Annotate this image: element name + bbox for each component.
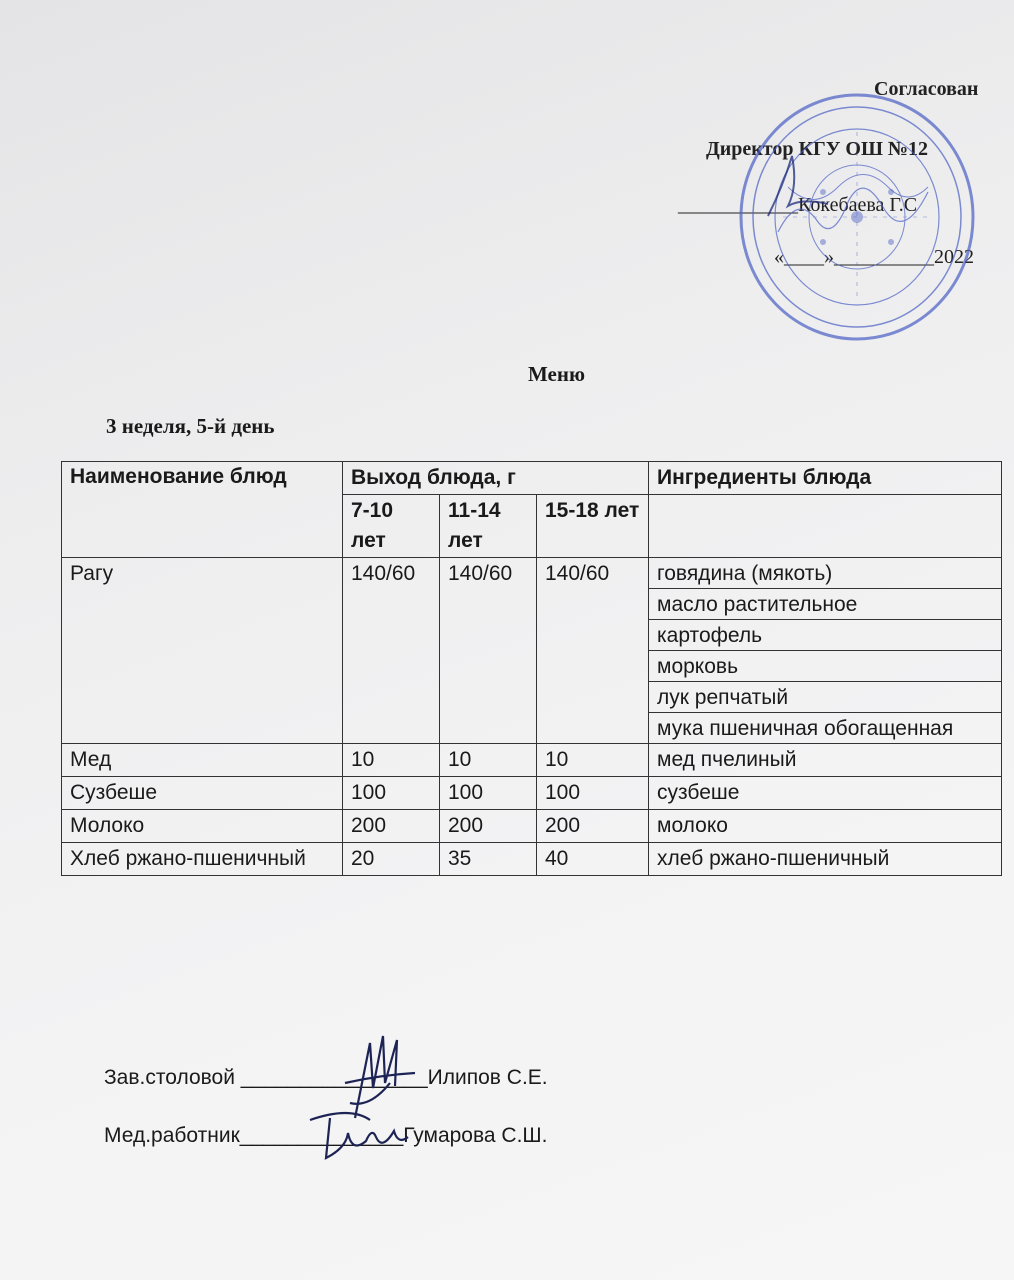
weight-7-10: 10: [343, 744, 440, 777]
header-output: Выход блюда, г: [343, 462, 649, 495]
ingredient: картофель: [649, 620, 1002, 651]
weight-15-18: 140/60: [537, 558, 649, 744]
approval-date: «____»__________2022: [774, 246, 974, 268]
header-age-11-14: 11-14 лет: [440, 495, 537, 558]
weight-7-10: 20: [343, 843, 440, 876]
seal-stamp: [738, 92, 976, 342]
canteen-name: Илипов С.Е.: [427, 1066, 548, 1089]
dish-name: Мед: [62, 744, 343, 777]
medic-signature: [300, 1100, 420, 1170]
dish-name: Сузбеше: [62, 777, 343, 810]
table-row: [62, 558, 1002, 589]
document-subtitle: 3 неделя, 5-й день: [106, 414, 275, 438]
header-row: [62, 462, 1002, 495]
weight-15-18: 100: [537, 777, 649, 810]
ingredient: мед пчелиный: [649, 744, 1002, 777]
weight-11-14: 100: [440, 777, 537, 810]
header-age-7-10: 7-10 лет: [343, 495, 440, 558]
header-dish-name: Наименование блюд: [62, 462, 343, 558]
ingredient: морковь: [649, 651, 1002, 682]
weight-11-14: 35: [440, 843, 537, 876]
medic-name: Гумарова С.Ш.: [403, 1124, 548, 1147]
weight-15-18: 40: [537, 843, 649, 876]
ingredient: хлеб ржано-пшеничный: [649, 843, 1002, 876]
table-row: [62, 843, 1002, 876]
table-row: [62, 744, 1002, 777]
weight-11-14: 10: [440, 744, 537, 777]
table-row: [62, 777, 1002, 810]
dish-name: Молоко: [62, 810, 343, 843]
dish-name: Рагу: [62, 558, 343, 744]
approval-director: Директор КГУ ОШ №12: [706, 138, 929, 160]
weight-7-10: 200: [343, 810, 440, 843]
document-title: Меню: [528, 362, 586, 386]
header-empty-cell: [649, 495, 1002, 558]
ingredient: мука пшеничная обогащенная: [649, 713, 1002, 744]
table-row: [62, 810, 1002, 843]
ingredient: молоко: [649, 810, 1002, 843]
dish-name: Хлеб ржано-пшеничный: [62, 843, 343, 876]
ingredient: масло растительное: [649, 589, 1002, 620]
medic-label: Мед.работник______________: [104, 1124, 404, 1147]
approval-header: Согласован: [874, 78, 979, 100]
weight-11-14: 200: [440, 810, 537, 843]
ingredient: лук репчатый: [649, 682, 1002, 713]
header-ingredients: Ингредиенты блюда: [649, 462, 1002, 495]
ingredient: сузбеше: [649, 777, 1002, 810]
weight-7-10: 140/60: [343, 558, 440, 744]
ingredient: говядина (мякоть): [649, 558, 1002, 589]
weight-7-10: 100: [343, 777, 440, 810]
canteen-label: Зав.столовой ________________: [104, 1066, 428, 1089]
menu-table: [61, 461, 1002, 876]
weight-15-18: 200: [537, 810, 649, 843]
header-age-15-18: 15-18 лет: [537, 495, 649, 558]
weight-11-14: 140/60: [440, 558, 537, 744]
approval-signature-line: ____________Кокебаева Г.С: [678, 194, 918, 216]
weight-15-18: 10: [537, 744, 649, 777]
